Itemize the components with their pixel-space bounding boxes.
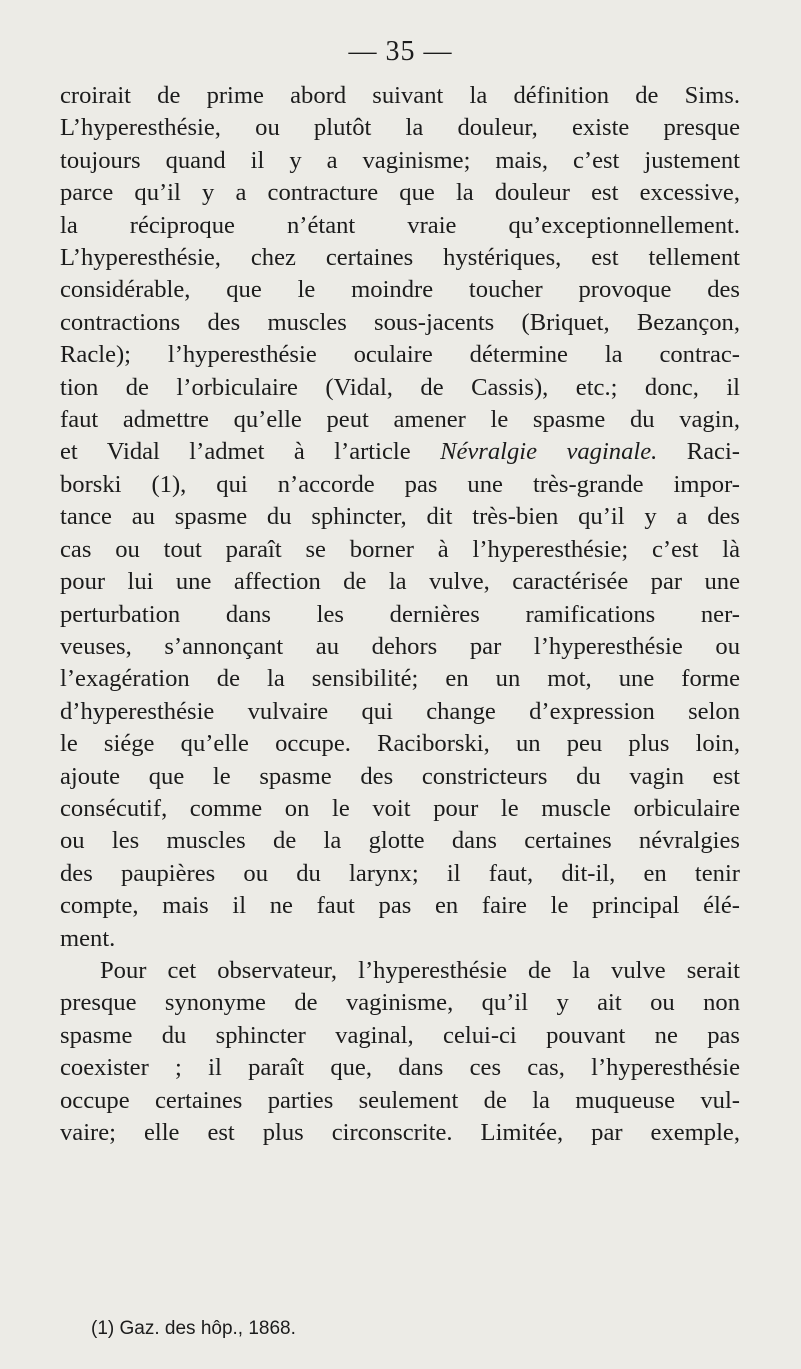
text-line: toujours quand il y a vaginisme; mais, c’est justement <box>60 146 740 174</box>
text-line: faut admettre qu’elle peut amener le spasme du vagin, <box>60 406 740 434</box>
footnote: (1) Gaz. des hôp., 1868. <box>91 1318 296 1339</box>
text-line: Pour cet observateur, l’hyperesthésie de la vulve serait <box>100 956 740 984</box>
text-line: veuses, s’annonçant au dehors par l’hyperesthésie ou <box>60 632 740 660</box>
text-line: le siége qu’elle occupe. Raciborski, un peu plus loin, <box>60 730 740 758</box>
text-line: considérable, que le moindre toucher provoque des <box>60 276 740 304</box>
text-line: occupe certaines parties seulement de la muqueuse vul- <box>60 1086 740 1114</box>
text-line: perturbation dans les dernières ramifications ner- <box>60 600 740 628</box>
text-line: l’exagération de la sensibilité; en un mot, une forme <box>60 665 740 693</box>
text-line: coexister ; il paraît que, dans ces cas, l’hyperesthésie <box>60 1054 740 1082</box>
body-text <box>60 80 740 1149</box>
text-line: des paupières ou du larynx; il faut, dit-il, en tenir <box>60 859 740 887</box>
text-line: contractions des muscles sous-jacents (Briquet, Bezançon, <box>60 308 740 336</box>
page-number: — 35 — <box>348 36 453 67</box>
text-line: ment. <box>60 924 116 952</box>
paragraph-2 <box>60 955 740 1149</box>
text-line: spasme du sphincter vaginal, celui-ci pouvant ne pas <box>60 1021 740 1049</box>
paragraph-1 <box>60 80 740 955</box>
text-segment: et Vidal l’admet à l’article <box>60 438 441 466</box>
text-line: d’hyperesthésie vulvaire qui change d’expression selon <box>60 697 740 725</box>
text-line: consécutif, comme on le voit pour le muscle orbiculaire <box>60 794 740 822</box>
text-line: tion de l’orbiculaire (Vidal, de Cassis), etc.; donc, il <box>60 373 740 401</box>
text-line: cas ou tout paraît se borner à l’hyperesthésie; c’est là <box>60 535 740 563</box>
text-line: ou les muscles de la glotte dans certaines névralgies <box>60 827 740 855</box>
text-line: compte, mais il ne faut pas en faire le principal élé- <box>60 892 740 920</box>
text-line: ajoute que le spasme des constricteurs du vagin est <box>60 762 740 790</box>
text-line: vaire; elle est plus circonscrite. Limitée, par exemple, <box>60 1119 740 1146</box>
text-line: L’hyperesthésie, chez certaines hystériques, est tellement <box>60 244 740 272</box>
text-line: Racle); l’hyperesthésie oculaire détermine la contrac- <box>60 341 740 369</box>
text-line: croirait de prime abord suivant la définition de Sims. <box>60 82 740 109</box>
italic-article-title: Névralgie vaginale. <box>440 438 658 466</box>
text-line: L’hyperesthésie, ou plutôt la douleur, existe presque <box>60 114 740 142</box>
text-line: presque synonyme de vaginisme, qu’il y ait ou non <box>60 989 740 1017</box>
text-line: pour lui une affection de la vulve, caractérisée par une <box>60 568 740 596</box>
text-segment: Raci- <box>657 438 740 466</box>
text-line: parce qu’il y a contracture que la douleur est excessive, <box>60 179 740 207</box>
text-line-with-italic <box>60 436 740 468</box>
text-line: tance au spasme du sphincter, dit très-bien qu’il y a des <box>60 503 740 531</box>
text-line: la réciproque n’étant vraie qu’exceptionnellement. <box>60 211 740 239</box>
text-line: borski (1), qui n’accorde pas une très-grande impor- <box>60 470 740 498</box>
